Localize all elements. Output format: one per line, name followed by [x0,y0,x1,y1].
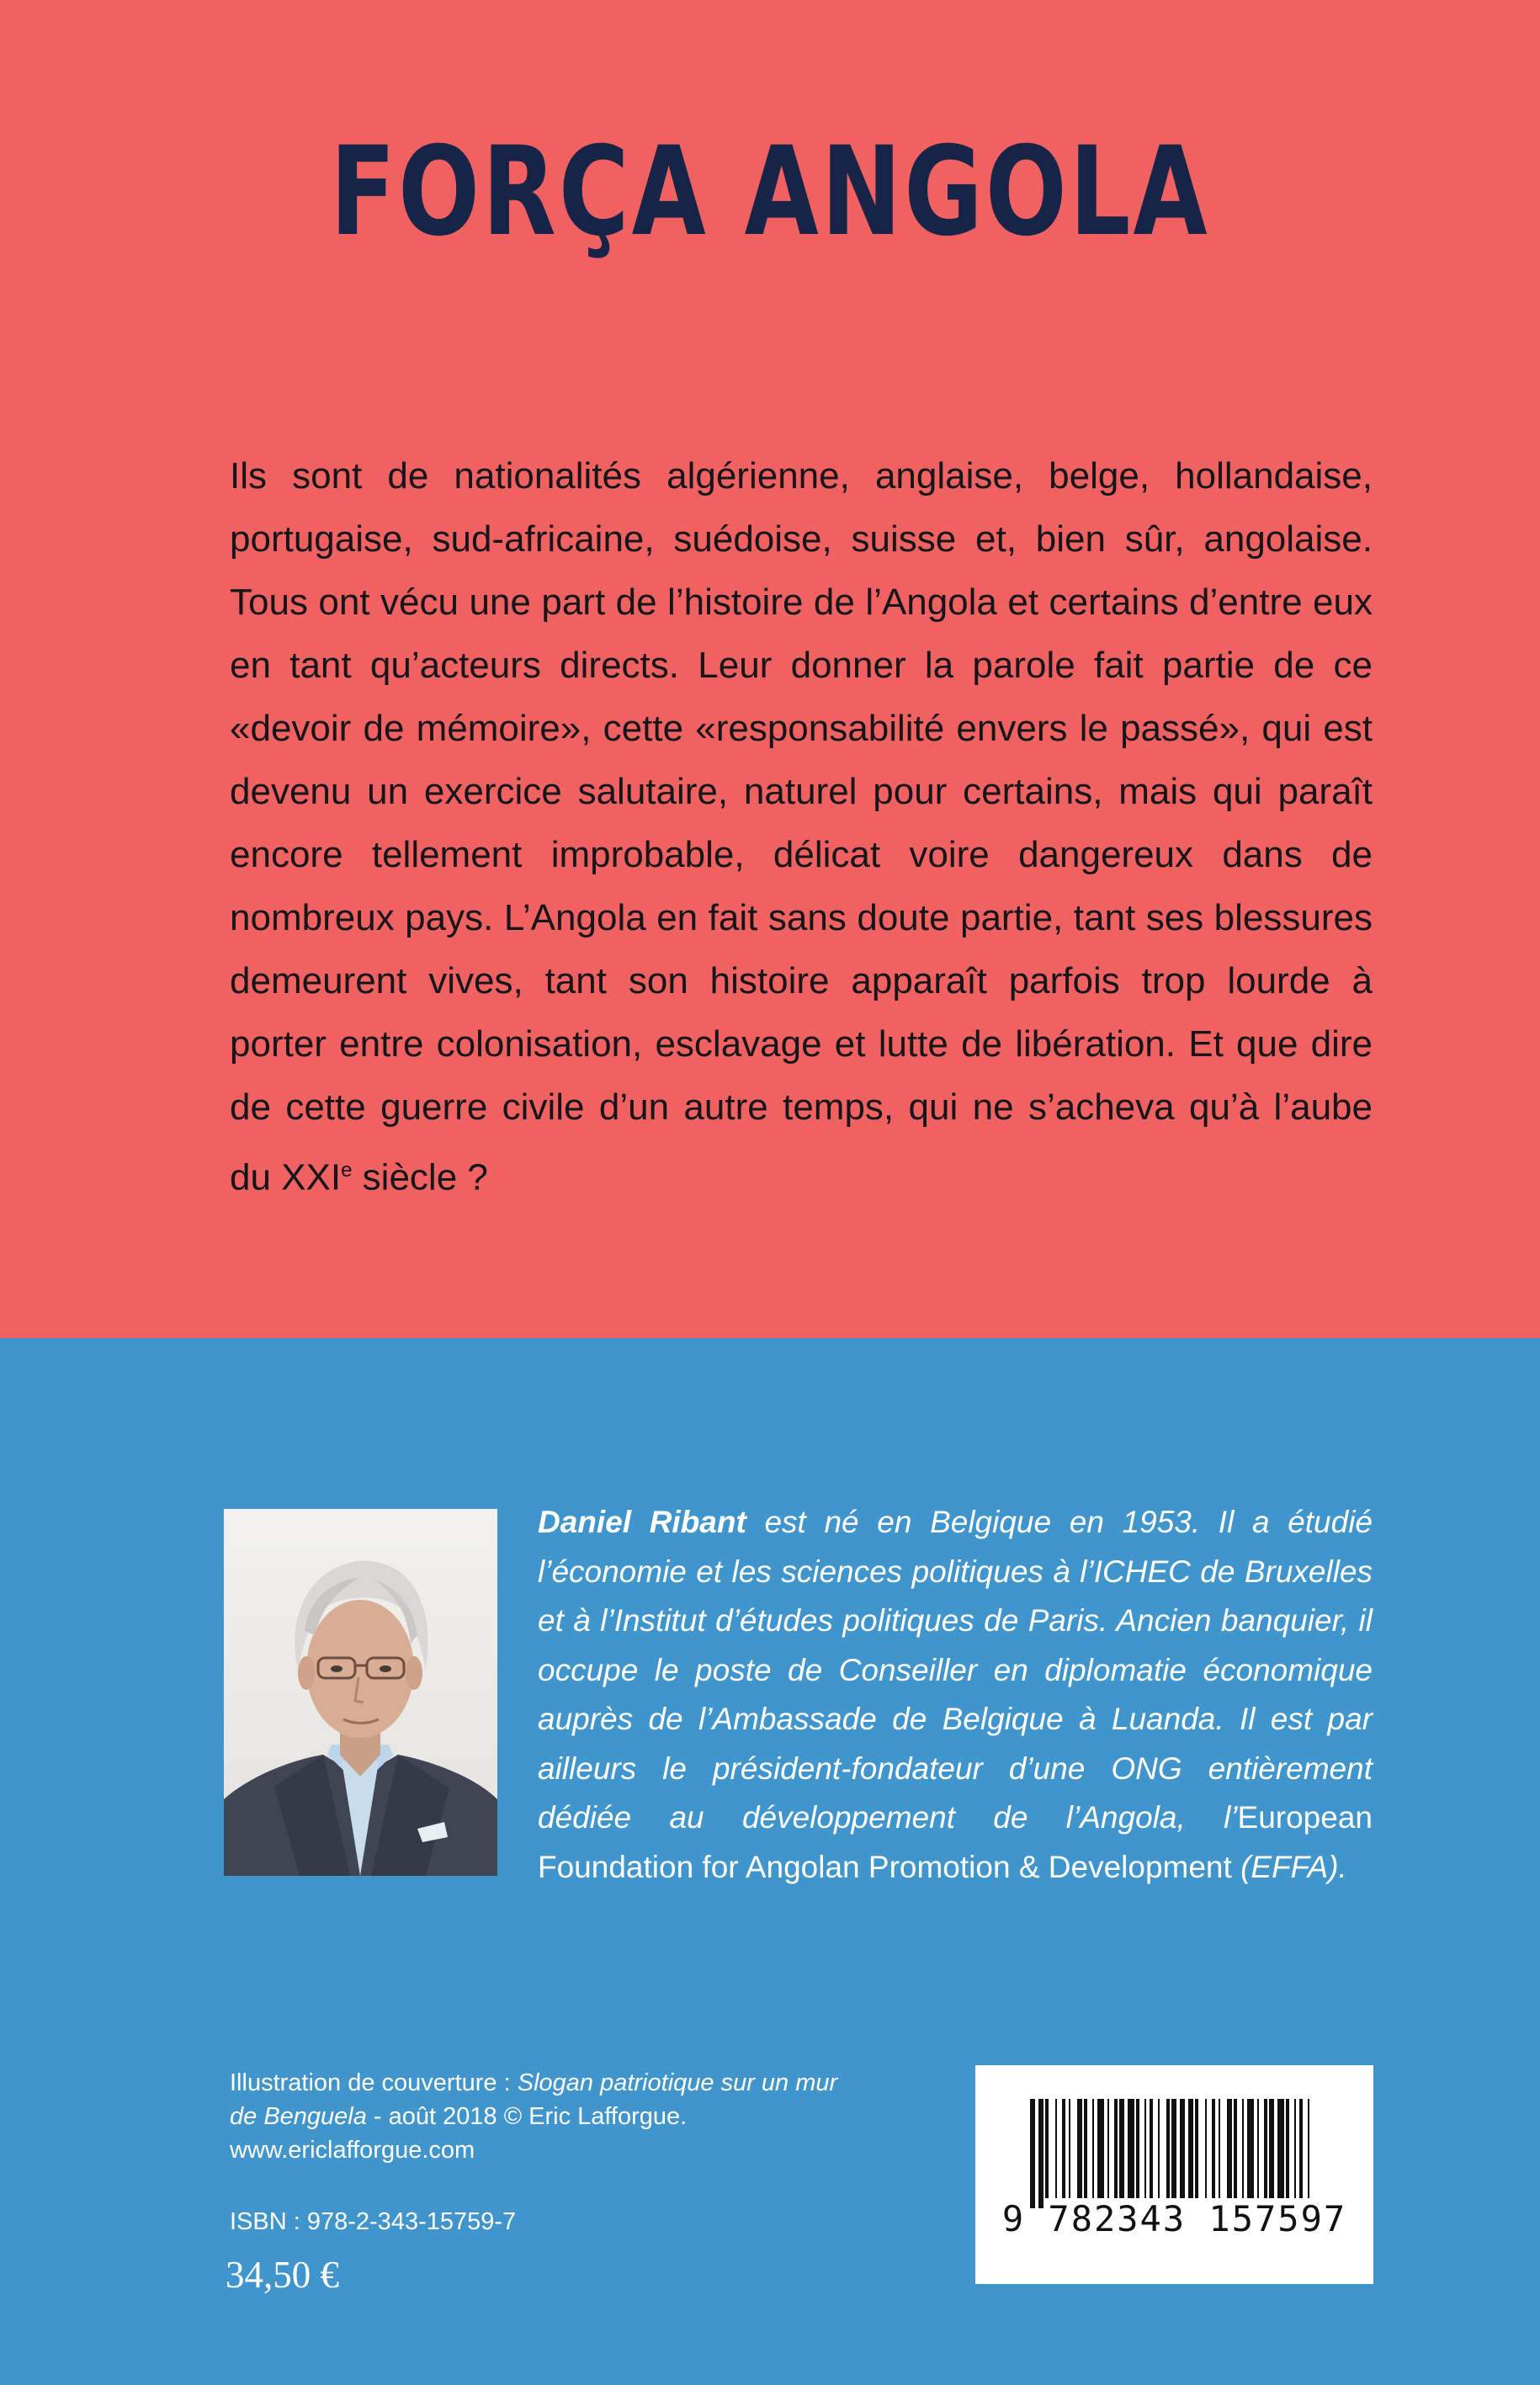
foundation-name: European Foundation for Angolan Promotion & Development [538,1800,1373,1884]
price: 34,50 € [226,2254,339,2296]
cover-credit-line [230,2066,869,2133]
barcode-bar [1205,2099,1207,2198]
barcode-bar [1195,2099,1198,2198]
author-portrait-illustration [224,1509,497,1876]
barcode-bar [1084,2099,1087,2198]
author-bio-text: est né en Belgique en 1953. Il a étudié l’économie et les sciences politiques à l’ICHEC de Bruxelles et à l’Institut d’études politiques de Paris. Ancien banquier, il occupe le poste de Conseiller en diplomatie économique auprès de l’Ambassade de Belgique à Luanda. Il est par ailleurs le président-fondateur d’une ONG entièrement dédiée au développement de l’Angola, l’ [538,1505,1373,1835]
barcode-bar [1257,2099,1259,2198]
barcode-bar [1234,2099,1237,2198]
barcode-bar [1045,2099,1049,2198]
book-title: FORÇA ANGOLA [330,120,1210,263]
author-name: Daniel Ribant [538,1505,746,1539]
barcode-bar [1119,2099,1124,2198]
barcode-bar [1277,2099,1284,2198]
cover-credit-label: Illustration de couverture : [230,2069,518,2096]
barcode-bar [1150,2099,1153,2198]
barcode-bar [1188,2099,1193,2198]
barcode-bar [1069,2099,1070,2198]
barcode-bar [1227,2099,1232,2198]
book-blurb [230,444,1373,1209]
barcode-bar [1158,2099,1160,2198]
isbn: ISBN : 978-2-343-15759-7 [230,2208,517,2235]
barcode-bar [1038,2099,1043,2208]
barcode-bar [1171,2099,1176,2198]
barcode-bar [1114,2099,1118,2198]
blurb-paragraph [230,444,1373,1209]
blurb-text-end: siècle ? [352,1156,488,1198]
barcode-bar [1107,2099,1109,2198]
barcode-bar [1136,2099,1139,2198]
photographer-website: www.ericlafforgue.com [230,2137,475,2164]
barcode-digits: 9 782343 157597 [1001,2198,1347,2239]
blurb-superscript: e [341,1159,353,1182]
barcode-bar [1269,2099,1274,2198]
barcode-bar [1212,2099,1215,2198]
barcode-bar [1219,2099,1220,2198]
barcode-bar [1264,2099,1267,2198]
barcode-bar [1299,2099,1303,2198]
blurb-text: Ils sont de nationalités algérienne, anglaise, belge, hollandaise, portugaise, sud-africaine, suédoise, suisse et, bien sûr, angolaise. Tous ont vécu une part de l’histoire de l’Angola et certains d’entre eux en tant qu’acteurs directs. Leur donner la parole fait partie de ce «devoir de mémoire», cette «responsabilité envers le passé», qui est devenu un exercice salutaire, naturel pour certains, mais qui paraît encore tellement improbable, délicat voire dangereux dans de nombreux pays. L’Angola en fait sans doute partie, tant ses blessures demeurent vives, tant son histoire apparaît parfois trop lourde à porter entre colonisation, esclavage et lutte de libération. Et que dire de cette guerre civile d’un autre temps, qui ne s’acheva qu’à l’aube du XXI [230,455,1373,1198]
author-bio [538,1498,1373,1892]
barcode-bar [1242,2099,1244,2198]
barcode-bar [1097,2099,1104,2198]
author-portrait [224,1509,497,1876]
barcode-bar [1077,2099,1082,2198]
barcode-bars [1030,2099,1319,2208]
cover-credit-copyright: - août 2018 © Eric Lafforgue. [366,2103,688,2130]
barcode [975,2065,1373,2284]
barcode-bar [1128,2099,1134,2198]
barcode-bar [1286,2099,1289,2198]
barcode-bar [1247,2099,1254,2198]
barcode-bar [1308,2099,1309,2198]
barcode-bar [1092,2099,1094,2198]
foundation-abbr: (EFFA). [1231,1849,1347,1884]
barcode-bar [1055,2099,1057,2198]
barcode-bar [1030,2099,1035,2208]
barcode-bar [1166,2099,1170,2198]
barcode-bar [1180,2099,1185,2198]
barcode-bar [1294,2099,1296,2198]
cover-credit-caption: Slogan patriotique sur un mur de Benguela [230,2069,838,2130]
barcode-bar [1062,2099,1065,2198]
barcode-bar [1144,2099,1146,2198]
author-bio-paragraph [538,1498,1373,1892]
cover-credits [230,2066,869,2167]
